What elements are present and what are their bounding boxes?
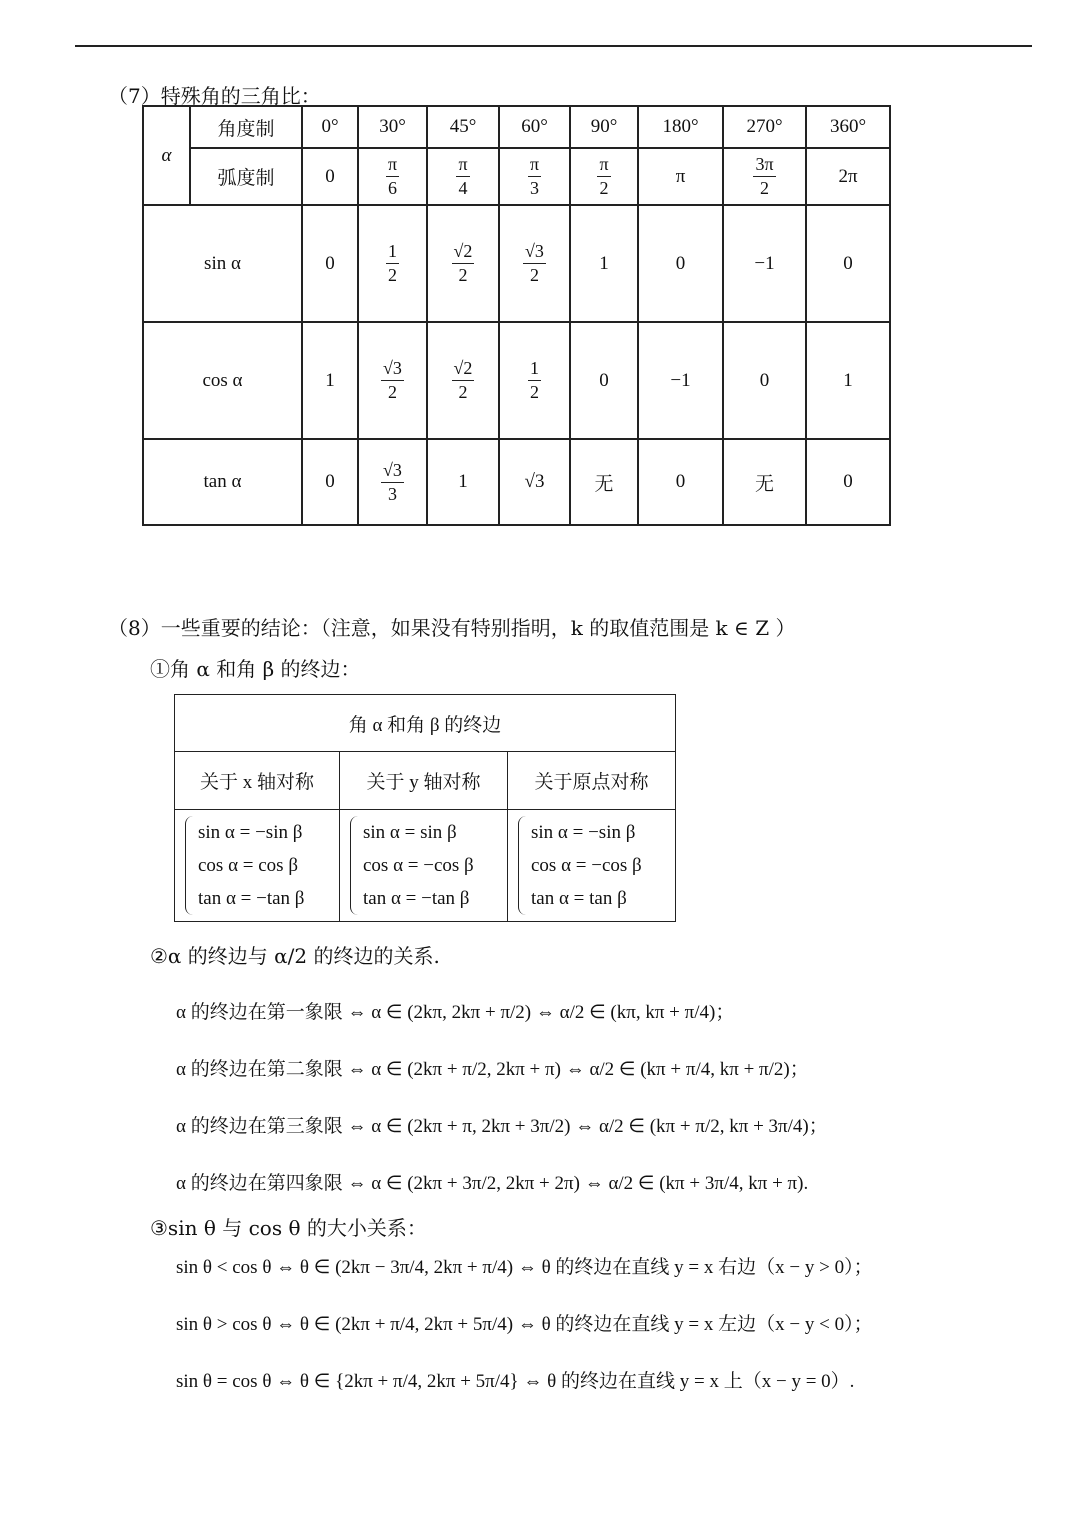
sin-cell [358, 205, 427, 322]
quadrant-line: α 的终边在第一象限 ⇔ α ∈ (2kπ, 2kπ + π/2) ⇔ α/2 ∈ (kπ, kπ + π/4)； [176, 1002, 735, 1023]
radian-cell: 0 [302, 148, 358, 205]
sincos-line: sin θ = cos θ ⇔ θ ∈ {2kπ + π/4, 2kπ + 5π/4} ⇔ θ 的终边在直线 y = x 上（x − y = 0）. [176, 1371, 855, 1392]
tan-cell: 无 [570, 439, 638, 525]
formula-line: cos α = −cos β [363, 855, 474, 876]
degree-cell: 45° [427, 106, 499, 148]
alpha-header: α [143, 106, 190, 205]
y-symmetry-cell [340, 810, 508, 922]
quadrant-line: α 的终边在第三象限 ⇔ α ∈ (2kπ + π, 2kπ + 3π/2) ⇔ α/2 ∈ (kπ + π/2, kπ + 3π/4)； [176, 1116, 828, 1137]
tan-cell: 无 [723, 439, 806, 525]
formula-line: cos α = cos β [198, 855, 298, 876]
sin-cell [499, 205, 570, 322]
radian-cell: π [638, 148, 723, 205]
fraction: $\frac{\pi}{2}$ [599, 154, 609, 198]
formula-line: tan α = −tan β [198, 888, 305, 909]
degree-cell: 270° [723, 106, 806, 148]
sincos-line: sin θ > cos θ ⇔ θ ∈ (2kπ + π/4, 2kπ + 5π/4) ⇔ θ 的终边在直线 y = x 左边（x − y < 0）； [176, 1314, 873, 1335]
radian-cell [427, 148, 499, 205]
degree-cell: 90° [570, 106, 638, 148]
left-brace [185, 816, 194, 915]
formula-line: tan α = −tan β [363, 888, 470, 909]
cos-cell [499, 322, 570, 439]
degree-cell: 30° [358, 106, 427, 148]
tan-cell: 0 [302, 439, 358, 525]
sin-cell: 0 [806, 205, 890, 322]
fraction: $\frac{3\pi}{2}$ [755, 154, 774, 198]
radian-label: 弧度制 [190, 148, 302, 205]
sin-cell: 0 [302, 205, 358, 322]
section7-title: （7）特殊角的三角比： [108, 84, 321, 108]
quadrant-line: α 的终边在第四象限 ⇔ α ∈ (2kπ + 3π/2, 2kπ + 2π) ⇔ α/2 ∈ (kπ + 3π/4, kπ + π). [176, 1173, 809, 1194]
radian-cell [570, 148, 638, 205]
sin-cell: 0 [638, 205, 723, 322]
terminal-table-title: 角 α 和角 β 的终边 [175, 695, 676, 752]
formula-line: cos α = −cos β [531, 855, 642, 876]
sin-cell: 1 [570, 205, 638, 322]
radian-cell [723, 148, 806, 205]
degree-cell: 0° [302, 106, 358, 148]
item2-title: ②α 的终边与 α/2 的终边的关系. [150, 944, 440, 968]
formula-line: sin α = −sin β [198, 822, 303, 843]
formula-line: tan α = tan β [531, 888, 627, 909]
radian-cell: 2π [806, 148, 890, 205]
sin-cell: −1 [723, 205, 806, 322]
cos-label: cos α [143, 322, 302, 439]
tan-label: tan α [143, 439, 302, 525]
fraction: $\frac{\pi}{6}$ [387, 154, 398, 198]
tan-cell: 1 [427, 439, 499, 525]
special-angle-table [142, 105, 891, 526]
cos-cell: −1 [638, 322, 723, 439]
degree-cell: 180° [638, 106, 723, 148]
cos-cell: 0 [570, 322, 638, 439]
cos-cell [358, 322, 427, 439]
item1-title: ①角 α 和角 β 的终边： [150, 657, 361, 681]
fraction: $\frac{√3}{2}$ [383, 358, 402, 402]
x-symmetry-cell [175, 810, 340, 922]
left-brace [350, 816, 359, 915]
tan-cell [358, 439, 427, 525]
fraction: $\frac{\pi}{3}$ [529, 154, 540, 198]
fraction: $\frac{√2}{2}$ [453, 241, 473, 285]
formula-line: sin α = −sin β [531, 822, 636, 843]
degree-cell: 360° [806, 106, 890, 148]
col-origin: 关于原点对称 [508, 752, 676, 810]
degree-cell: 60° [499, 106, 570, 148]
sin-label: sin α [143, 205, 302, 322]
tan-cell: 0 [638, 439, 723, 525]
fraction: $\frac{√3}{2}$ [525, 241, 544, 285]
terminal-side-table [174, 694, 676, 922]
cos-cell: 0 [723, 322, 806, 439]
fraction: $\frac{1}{2}$ [530, 358, 539, 402]
item3-title: ③sin θ 与 cos θ 的大小关系： [150, 1216, 427, 1240]
fraction: $\frac{1}{2}$ [388, 241, 397, 285]
formula-line: sin α = sin β [363, 822, 457, 843]
top-rule [75, 45, 1032, 47]
col-x-axis: 关于 x 轴对称 [175, 752, 340, 810]
quadrant-line: α 的终边在第二象限 ⇔ α ∈ (2kπ + π/2, 2kπ + π) ⇔ α/2 ∈ (kπ + π/4, kπ + π/2)； [176, 1059, 809, 1080]
tan-cell: 0 [806, 439, 890, 525]
radian-cell [358, 148, 427, 205]
radian-cell [499, 148, 570, 205]
cos-cell: 1 [302, 322, 358, 439]
col-y-axis: 关于 y 轴对称 [340, 752, 508, 810]
tan-cell: √3 [499, 439, 570, 525]
degree-label: 角度制 [190, 106, 302, 148]
fraction: $\frac{√3}{3}$ [383, 459, 402, 504]
sincos-line: sin θ < cos θ ⇔ θ ∈ (2kπ − 3π/4, 2kπ + π/4) ⇔ θ 的终边在直线 y = x 右边（x − y > 0）； [176, 1257, 873, 1278]
cos-cell [427, 322, 499, 439]
left-brace [518, 816, 527, 915]
cos-cell: 1 [806, 322, 890, 439]
origin-symmetry-cell [508, 810, 676, 922]
fraction: $\frac{\pi}{4}$ [458, 154, 468, 198]
fraction: $\frac{√2}{2}$ [453, 358, 473, 402]
sin-cell [427, 205, 499, 322]
section8-title: （8）一些重要的结论：（注意，如果没有特别指明，k 的取值范围是 k ∈ Z ） [108, 616, 796, 640]
